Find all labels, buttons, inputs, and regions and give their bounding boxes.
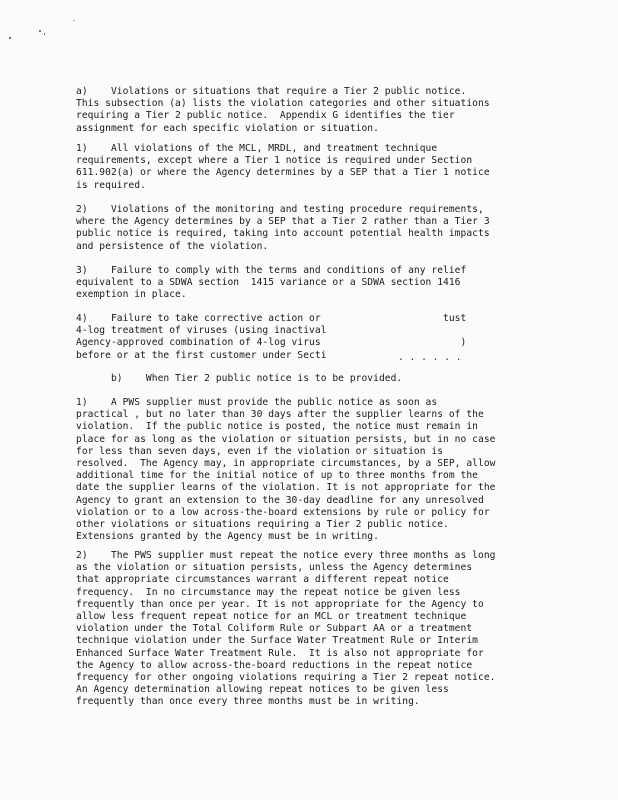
text-line: 4) Failure to take corrective action or tust: [76, 313, 467, 324]
text-line: This subsection (a) lists the violation categories and other situations: [76, 98, 490, 110]
text-line: 2) Violations of the monitoring and testing procedure requirements,: [76, 204, 484, 215]
text-line: b) When Tier 2 public notice is to be provided.: [76, 373, 403, 384]
text-line: requiring a Tier 2 public notice. Appendix G identifies the tier: [76, 110, 455, 122]
text-line: Agency-approved combination of 4-log virus ): [76, 337, 467, 349]
text-line: is required.: [76, 179, 146, 191]
text-line: 611.902(a) or where the Agency determines by a SEP that a Tier 1 notice: [76, 167, 490, 179]
text-line: practical , but no later than 30 days after the supplier learns of the: [76, 409, 484, 421]
text-line: where the Agency determines by a SEP that a Tier 2 rather than a Tier 3: [76, 216, 490, 228]
text-line: Enhanced Surface Water Treatment Rule. It is also not appropriate for: [76, 647, 484, 659]
text-line: 1) A PWS supplier must provide the public notice as soon as: [76, 397, 438, 408]
text-line: public notice is required, taking into account potential health impacts: [76, 228, 490, 240]
scan-speck: [39, 30, 41, 32]
text-line: frequently than once every three months must be in writing.: [76, 696, 420, 708]
paragraph-a-3: [76, 265, 536, 302]
text-line: violation or to a low across-the-board extensions by rule or policy for: [76, 506, 490, 518]
scan-smudge: . . . . . .: [398, 352, 462, 363]
text-line: additional time for the initial notice of up to three months from the: [76, 470, 478, 482]
paragraph-a-2: [76, 204, 536, 253]
text-line: before or at the first customer under Secti: [76, 349, 327, 361]
text-line: requirements, except where a Tier 1 notice is required under Section: [76, 155, 473, 167]
paragraph-b-2: [76, 550, 536, 709]
scan-speck: [73, 20, 75, 21]
text-line: the Agency to allow across-the-board reductions in the repeat notice: [76, 659, 473, 671]
text-line: 4-log treatment of viruses (using inactival: [76, 325, 327, 337]
text-line: technique violation under the Surface Water Treatment Rule or Interim: [76, 635, 478, 647]
text-line: An Agency determination allowing repeat notices to be given less: [76, 684, 449, 696]
scan-speck: [9, 37, 11, 39]
text-line: date the supplier learns of the violation. It is not appropriate for the: [76, 482, 496, 494]
text-line: violation under the Total Coliform Rule or Subpart AA or a treatment: [76, 623, 473, 635]
text-line: violation. If the public notice is posted, the notice must remain in: [76, 421, 478, 433]
text-line: for less than seven days, even if the violation or situation is: [76, 445, 444, 457]
text-line: and persistence of the violation.: [76, 240, 269, 252]
scan-speck: [44, 33, 45, 35]
paragraph-a: [76, 86, 536, 135]
text-line: as the violation or situation persists, unless the Agency determines: [76, 562, 473, 574]
text-line: other violations or situations requiring a Tier 2 public notice.: [76, 519, 449, 531]
paragraph-a-1: [76, 143, 536, 192]
text-line: resolved. The Agency may, in appropriate circumstances, by a SEP, allow: [76, 458, 496, 470]
text-line: equivalent to a SDWA section 1415 variance or a SDWA section 1416: [76, 277, 461, 289]
text-line: Extensions granted by the Agency must be in writing.: [76, 531, 379, 543]
text-line: a) Violations or situations that require a Tier 2 public notice.: [76, 86, 467, 97]
text-line: allow less frequent repeat notice for an MCL or treatment technique: [76, 611, 467, 623]
paragraph-a-4: [76, 313, 536, 362]
text-line: exemption in place.: [76, 289, 187, 301]
text-line: 1) All violations of the MCL, MRDL, and treatment technique: [76, 143, 438, 154]
text-line: 2) The PWS supplier must repeat the notice every three months as long: [76, 550, 496, 561]
text-line: assignment for each specific violation or situation.: [76, 122, 379, 134]
text-line: place for as long as the violation or situation persists, but in no case: [76, 433, 496, 445]
text-line: 3) Failure to comply with the terms and conditions of any relief: [76, 265, 467, 276]
text-line: frequency. In no circumstance may the repeat notice be given less: [76, 586, 461, 598]
text-line: frequently than once per year. It is not appropriate for the Agency to: [76, 598, 484, 610]
text-line: that appropriate circumstances warrant a different repeat notice: [76, 574, 449, 586]
paragraph-b: [76, 373, 536, 385]
text-line: Agency to grant an extension to the 30-day deadline for any unresolved: [76, 494, 484, 506]
text-line: frequency for other ongoing violations requiring a Tier 2 repeat notice.: [76, 672, 496, 684]
paragraph-b-1: [76, 397, 536, 543]
